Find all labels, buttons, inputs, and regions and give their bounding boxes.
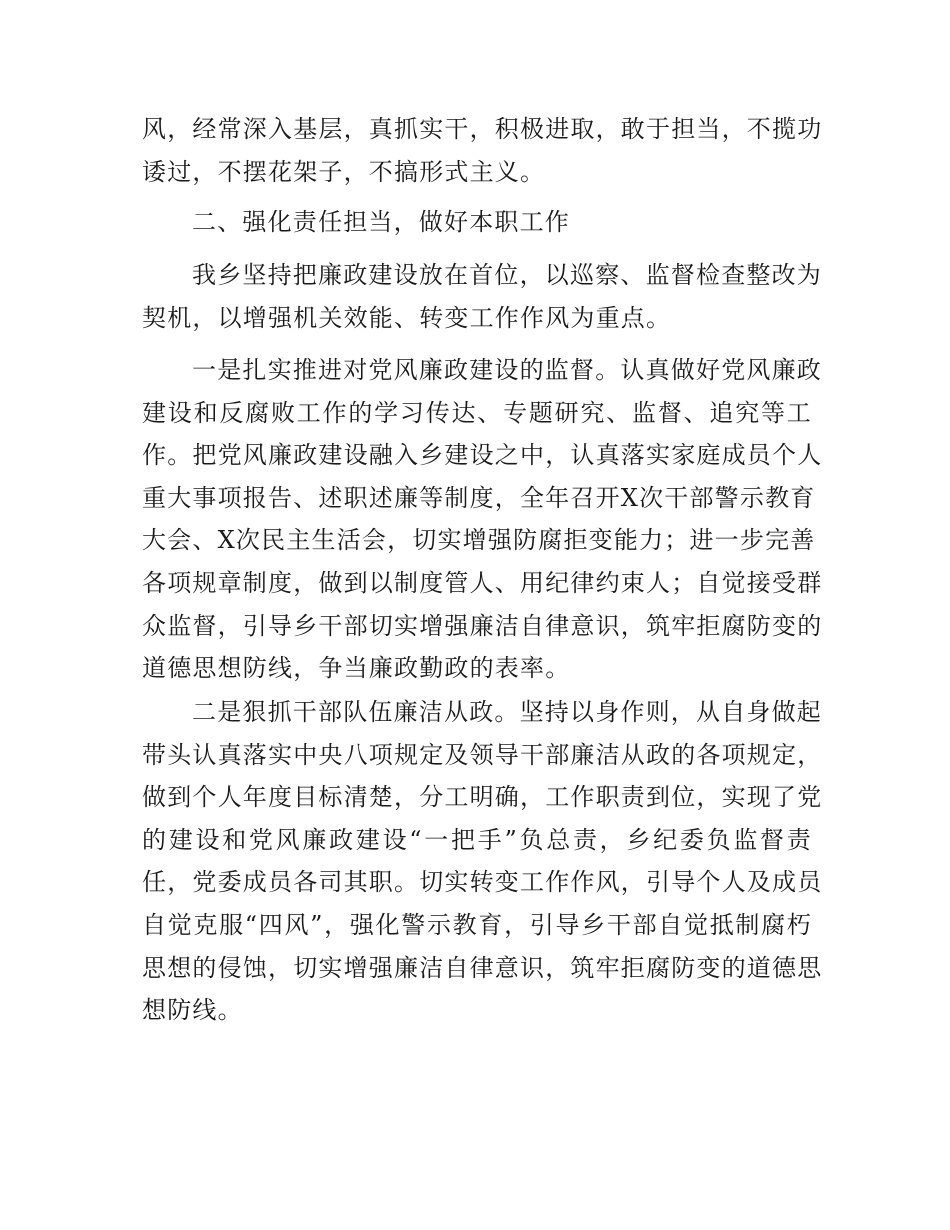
text-line: 一是扎实推进对党风廉政建设的监督。认真做好党风廉政 [192,356,822,384]
section-heading [142,201,812,244]
paragraph-continuation [142,108,823,193]
text-line: 思想的侵蚀，切实增强廉洁自律意识，筑牢拒腐防变的道德思 [142,953,823,982]
text-line: 做到个人年度目标清楚，分工明确，工作职责到位，实现了党 [142,783,823,812]
text-line: 风，经常深入基层，真抓实干，积极进取，敢于担当，不揽功 [142,115,823,143]
text-line: 我乡坚持把廉政建设放在首位，以巡察、监督检查整改为 [192,261,822,289]
text-line: 作。把党风廉政建设融入乡建设之中，认真落实家庭成员个人 [142,441,823,470]
text-line: 的建设和党风廉政建设“一把手”负总责，乡纪委负监督责 [142,825,812,854]
text-line: 任，党委成员各司其职。切实转变工作作风，引导个人及成员 [142,868,823,897]
text-line: 带头认真落实中央八项规定及领导干部廉洁从政的各项规定， [142,740,823,769]
text-line: 重大事项报告、述职述廉等制度，全年召开X次干部警示教育 [142,483,816,512]
paragraph-intro [142,254,822,339]
text-line: 契机，以增强机关效能、转变工作作风为重点。 [142,303,672,332]
text-line: 众监督，引导乡干部切实增强廉洁自律意识，筑牢拒腐防变的 [142,611,823,640]
paragraph-supervision [142,349,823,690]
text-line: 大会、X次民主生活会，切实增强防腐拒变能力；进一步完善 [142,526,816,555]
paragraph-cadre-integrity [142,691,823,1032]
text-line: 自觉克服“四风”，强化警示教育，引导乡干部自觉抵制腐朽 [142,910,812,939]
text-line: 各项规章制度，做到以制度管人、用纪律约束人；自觉接受群 [142,568,823,597]
text-line: 建设和反腐败工作的学习传达、专题研究、监督、追究等工 [142,398,812,427]
text-line: 想防线。 [142,996,243,1025]
text-line: 道德思想防线，争当廉政勤政的表率。 [142,654,571,683]
heading-text: 二、强化责任担当，做好本职工作 [192,208,570,236]
text-line: 二是狠抓干部队伍廉洁从政。坚持以身作则，从自身做起 [192,698,822,726]
text-line: 诿过，不摆花架子，不搞形式主义。 [142,157,546,186]
